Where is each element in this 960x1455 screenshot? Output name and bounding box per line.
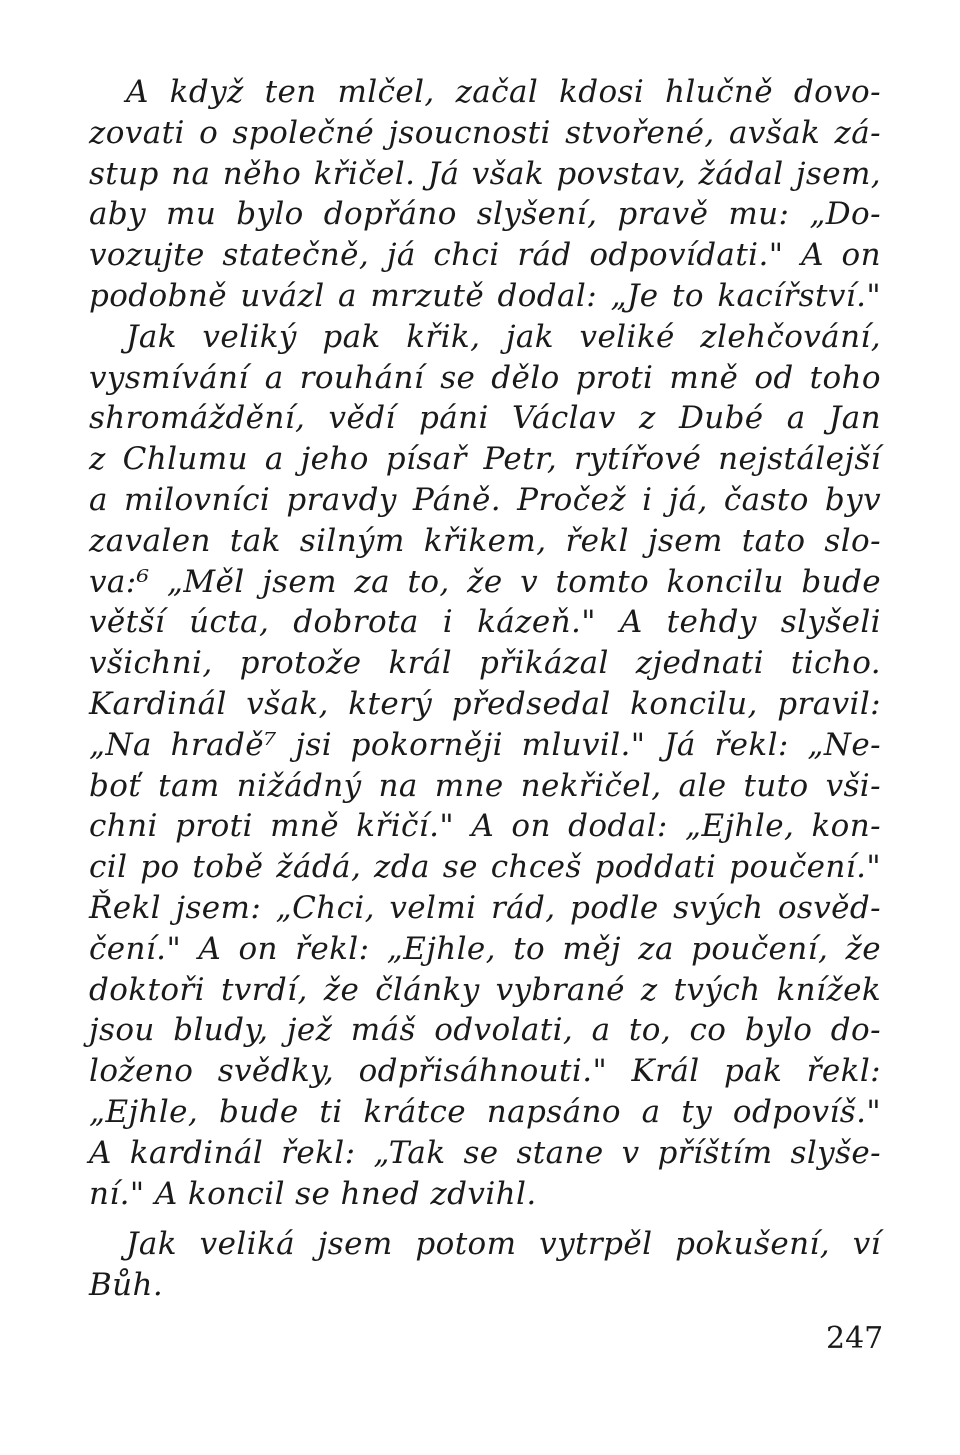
text-line: čení." A on řekl: „Ejhle, to měj za poučení, že xyxy=(89,930,881,967)
text-line: A kardinál řekl: „Tak se stane v příštím slyše- xyxy=(89,1134,881,1171)
text-line: loženo svědky, odpřisáhnouti." Král pak řekl: xyxy=(89,1053,881,1090)
body-text xyxy=(89,72,881,1306)
text-line: z Chlumu a jeho písař Petr, rytířové nejstálejší xyxy=(89,441,881,478)
text-line: vozujte statečně, já chci rád odpovídati." A on xyxy=(89,237,881,274)
text-line: boť tam nižádný na mne nekřičel, ale tuto vši- xyxy=(89,767,881,804)
text-line: „Ejhle, bude ti krátce napsáno a ty odpovíš." xyxy=(89,1093,881,1130)
text-line: podobně uvázl a mrzutě dodal: „Je to kacířství." xyxy=(89,277,881,314)
text-line: cil po tobě žádá, zda se chceš poddati poučení." xyxy=(89,849,881,886)
text-line: doktoři tvrdí, že články vybrané z tvých knížek xyxy=(89,971,881,1008)
text-line: shromáždění, vědí páni Václav z Dubé a Jan xyxy=(89,400,881,437)
text-line: vysmívání a rouhání se dělo proti mně od toho xyxy=(89,359,881,396)
text-line: zavalen tak silným křikem, řekl jsem tato slo- xyxy=(89,522,881,559)
text-line: Bůh. xyxy=(89,1267,164,1304)
text-line: ní." A koncil se hned zdvihl. xyxy=(89,1175,537,1212)
text-line: Řekl jsem: „Chci, velmi rád, podle svých osvěd- xyxy=(89,889,881,926)
text-line: „Na hradě⁷ jsi pokorněji mluvil." Já řekl: „Ne- xyxy=(89,726,881,763)
text-line: Jak veliká jsem potom vytrpěl pokušení, ví xyxy=(126,1226,881,1263)
text-line: va:⁶ „Měl jsem za to, že v tomto koncilu bude xyxy=(89,563,881,600)
text-line: aby mu bylo dopřáno slyšení, pravě mu: „Do- xyxy=(89,196,881,233)
page-number: 247 xyxy=(826,1321,884,1356)
text-line: všichni, protože král přikázal zjednati ticho. xyxy=(89,645,881,682)
text-line: větší úcta, dobrota i kázeň." A tehdy slyšeli xyxy=(89,604,881,641)
text-line: chni proti mně křičí." A on dodal: „Ejhle, kon- xyxy=(89,808,881,845)
text-line: Jak veliký pak křik, jak veliké zlehčování, xyxy=(126,318,881,355)
text-line: A když ten mlčel, začal kdosi hlučně dovo- xyxy=(126,74,881,110)
text-line: jsou bludy, jež máš odvolati, a to, co bylo do- xyxy=(89,1012,881,1049)
text-line: a milovníci pravdy Páně. Pročež i já, často byv xyxy=(89,481,881,518)
text-line: zovati o společné jsoucnosti stvořené, avšak zá- xyxy=(89,114,881,151)
text-line: stup na něho křičel. Já však povstav, žádal jsem, xyxy=(89,155,881,192)
text-line: Kardinál však, který předsedal koncilu, pravil: xyxy=(89,685,881,722)
